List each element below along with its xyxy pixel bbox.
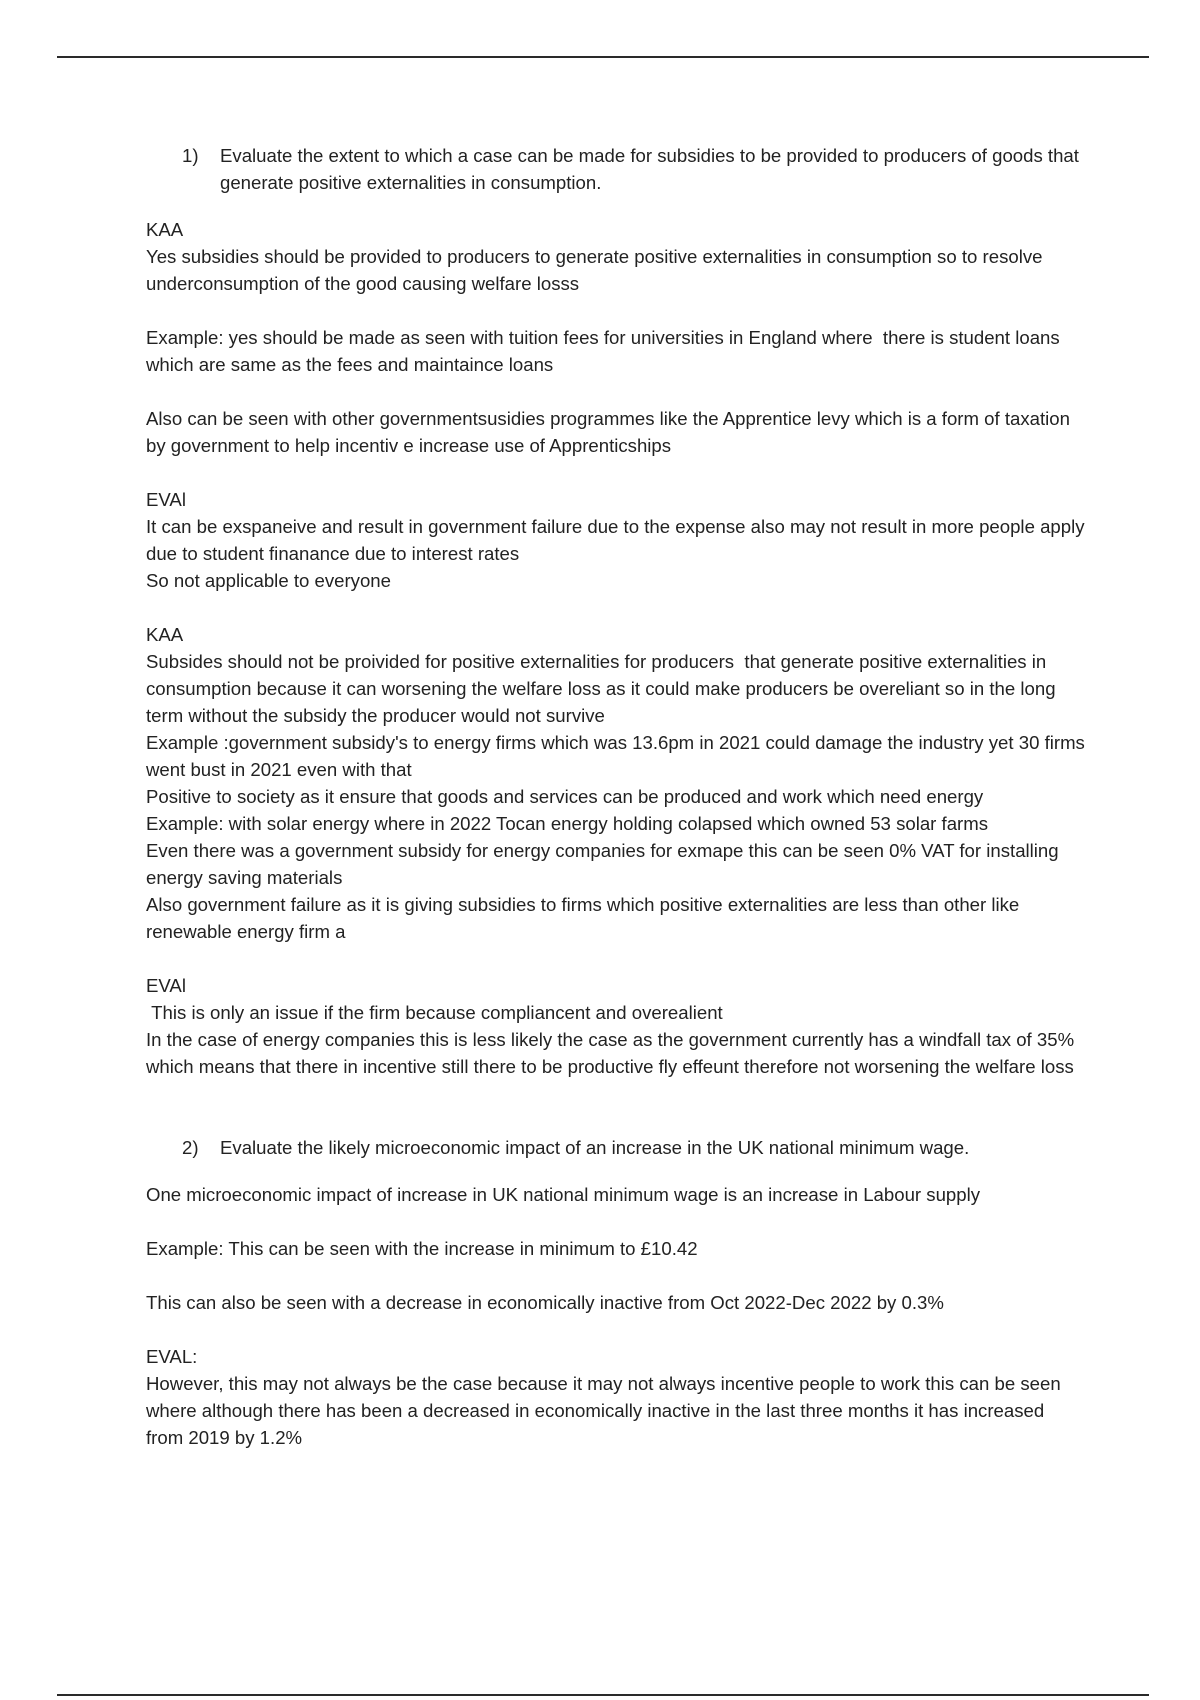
paragraph: In the case of energy companies this is less likely the case as the government currently has a windfall tax of 35% which means that there in incentive still there to be productive fly effeunt therefore not worsening the welfare loss [146, 1029, 1080, 1077]
answer-section-2 [146, 1181, 1086, 1451]
paragraph: This is only an issue if the firm because compliancent and overealient [146, 1002, 723, 1023]
section-heading: KAA [146, 219, 184, 240]
section-heading: EVAl [146, 489, 186, 510]
paragraph: However, this may not always be the case because it may not always incentive people to work this can be seen where although there has been a decreased in economically inactive in the last three months it has increased from 2019 by 1.2% [146, 1373, 1066, 1448]
paragraph: Positive to society as it ensure that goods and services can be produced and work which need energy [146, 786, 984, 807]
paragraph: Yes subsidies should be provided to producers to generate positive externalities in consumption so to resolve underconsumption of the good causing welfare losss [146, 246, 1048, 294]
paragraph: Example: yes should be made as seen with tuition fees for universities in England where there is student loans which are same as the fees and maintaince loans [146, 327, 1065, 375]
question-1 [182, 142, 1086, 196]
document-body [146, 142, 1091, 1451]
section-heading: KAA [146, 624, 184, 645]
paragraph: Also government failure as it is giving subsidies to firms which positive externalities are less than other like renewable energy firm a [146, 894, 1025, 942]
question-number: 2) [182, 1137, 199, 1158]
kaa-section-1 [146, 216, 1086, 459]
question-text: Evaluate the extent to which a case can be made for subsidies to be provided to producers of goods that generate positive externalities in consumption. [220, 145, 1079, 193]
paragraph: Example: This can be seen with the increase in minimum to £10.42 [146, 1238, 698, 1259]
paragraph: Example: with solar energy where in 2022 Tocan energy holding colapsed which owned 53 solar farms [146, 813, 989, 834]
kaa-section-2 [146, 621, 1091, 945]
bottom-rule [57, 1694, 1149, 1696]
top-rule [57, 56, 1149, 58]
paragraph: Example :government subsidy's to energy firms which was 13.6pm in 2021 could damage the industry yet 30 firms went bust in 2021 even with that [146, 732, 1091, 780]
paragraph: Subsides should not be proivided for positive externalities for producers that generate positive externalities in consumption because it can worsening the welfare loss as it could make producers be overeliant so in the long term without the subsidy the producer would not survive [146, 651, 1061, 726]
paragraph: Also can be seen with other governmentsusidies programmes like the Apprentice levy which is a form of taxation by government to help incentiv e increase use of Apprenticships [146, 408, 1076, 456]
eval-section-2 [146, 972, 1086, 1080]
eval-section-1 [146, 486, 1090, 594]
paragraph: Even there was a government subsidy for energy companies for exmape this can be seen 0% VAT for installing energy saving materials [146, 840, 1064, 888]
section-heading: EVAL: [146, 1346, 198, 1367]
section-heading: EVAl [146, 975, 186, 996]
paragraph: It can be exspaneive and result in government failure due to the expense also may not result in more people apply due to student finanance due to interest rates [146, 516, 1090, 564]
paragraph: One microeconomic impact of increase in UK national minimum wage is an increase in Labour supply [146, 1184, 981, 1205]
question-text: Evaluate the likely microeconomic impact of an increase in the UK national minimum wage. [220, 1137, 970, 1158]
question-number: 1) [182, 145, 199, 166]
paragraph: So not applicable to everyone [146, 570, 391, 591]
paragraph: This can also be seen with a decrease in economically inactive from Oct 2022-Dec 2022 by 0.3% [146, 1292, 944, 1313]
question-2 [182, 1134, 1086, 1161]
